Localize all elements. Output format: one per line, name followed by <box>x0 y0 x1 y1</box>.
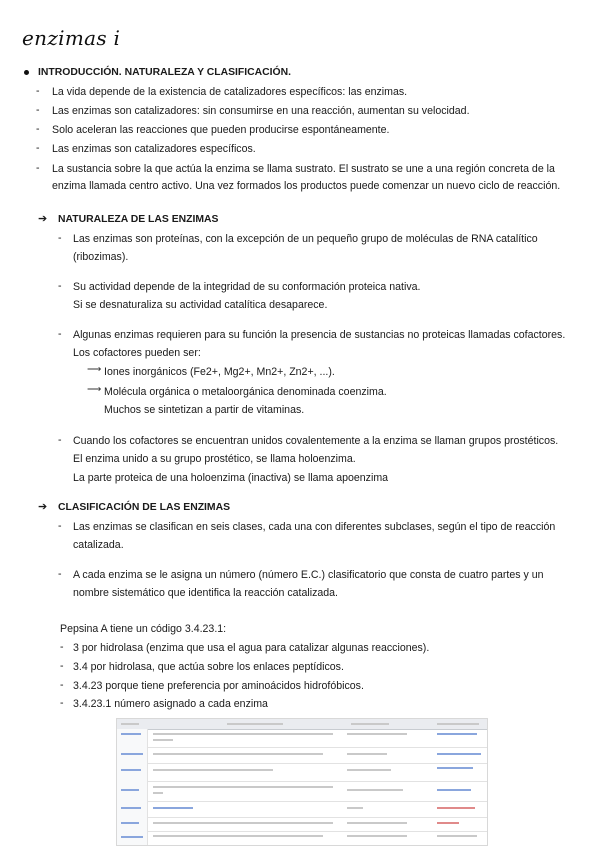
bullet-dot-icon <box>24 70 29 75</box>
header-cell <box>351 723 389 725</box>
cofactor-type: Iones inorgánicos (Fe2+, Mg2+, Mn2+, Zn2+, ...). <box>104 366 335 378</box>
table-row <box>117 747 487 764</box>
dash-icon: - <box>36 104 40 116</box>
dash-icon: - <box>58 568 62 580</box>
naturaleza-line: Cuando los cofactores se encuentran unidos covalentemente a la enzima se llaman grupos prostéticos. <box>73 435 559 447</box>
cofactor-type: Molécula orgánica o metaloorgánica denominada coenzima. <box>104 386 387 398</box>
header-cell <box>121 723 139 725</box>
dash-icon: - <box>58 328 62 340</box>
pepsina-item: 3.4 por hidrolasa, que actúa sobre los enlaces peptídicos. <box>73 661 344 673</box>
long-arrow-icon: ⟶ <box>87 384 102 395</box>
intro-item: Las enzimas son catalizadores: sin consumirse en una reacción, aumentan su velocidad. <box>52 105 470 117</box>
dash-icon: - <box>58 280 62 292</box>
ec-classification-table-image <box>116 718 488 846</box>
intro-item-continued: enzima llamada centro activo. Una vez formados los productos puede comenzar un nuevo ciclo de reacción. <box>52 180 561 192</box>
intro-item: La sustancia sobre la que actúa la enzima se llama sustrato. El sustrato se une a una región concreta de la <box>52 163 555 175</box>
section-clasificacion-heading: CLASIFICACIÓN DE LAS ENZIMAS <box>58 502 231 513</box>
arrow-right-icon: ➔ <box>38 501 48 513</box>
dash-icon: - <box>58 232 62 244</box>
header-cell <box>437 723 479 725</box>
table-row <box>117 729 487 748</box>
cofactor-type-note: Muchos se sintetizan a partir de vitaminas. <box>104 404 305 416</box>
dash-icon: - <box>36 123 40 135</box>
naturaleza-line: (ribozimas). <box>73 251 129 263</box>
dash-icon: - <box>60 697 64 709</box>
table-row <box>117 817 487 832</box>
dash-icon: - <box>36 162 40 174</box>
table-row <box>117 831 487 845</box>
clasificacion-line: A cada enzima se le asigna un número (número E.C.) clasificatorio que consta de cuatro partes y un <box>73 569 544 581</box>
intro-item: La vida depende de la existencia de catalizadores específicos: las enzimas. <box>52 86 408 98</box>
naturaleza-line: La parte proteica de una holoenzima (inactiva) se llama apoenzima <box>73 472 389 484</box>
clasificacion-line: Las enzimas se clasifican en seis clases, cada una con diferentes subclases, según el tipo de reacción <box>73 521 556 533</box>
header-cell <box>227 723 283 725</box>
dash-icon: - <box>36 142 40 154</box>
intro-item: Solo aceleran las reacciones que pueden producirse espontáneamente. <box>52 124 390 136</box>
section-naturaleza-heading: NATURALEZA DE LAS ENZIMAS <box>58 214 219 225</box>
intro-item: Las enzimas son catalizadores específicos. <box>52 143 256 155</box>
table-row <box>117 801 487 818</box>
dash-icon: - <box>60 641 64 653</box>
dash-icon: - <box>58 434 62 446</box>
clasificacion-line: catalizada. <box>73 539 124 551</box>
naturaleza-line: Su actividad depende de la integridad de su conformación proteica nativa. <box>73 281 421 293</box>
pepsina-item: 3 por hidrolasa (enzima que usa el agua para catalizar algunas reacciones). <box>73 642 430 654</box>
pepsina-item: 3.4.23.1 número asignado a cada enzima <box>73 698 268 710</box>
dash-icon: - <box>60 679 64 691</box>
table-row <box>117 781 487 802</box>
table-row <box>117 763 487 782</box>
arrow-right-icon: ➔ <box>38 213 48 225</box>
section-intro-heading: INTRODUCCIÓN. NATURALEZA Y CLASIFICACIÓN. <box>38 67 292 78</box>
naturaleza-line: Las enzimas son proteínas, con la excepción de un pequeño grupo de moléculas de RNA catalítico <box>73 233 538 245</box>
naturaleza-line: Los cofactores pueden ser: <box>73 347 201 359</box>
long-arrow-icon: ⟶ <box>87 364 102 375</box>
dash-icon: - <box>60 660 64 672</box>
naturaleza-line: Algunas enzimas requieren para su función la presencia de sustancias no proteicas llamadas cofactores. <box>73 329 566 341</box>
pepsina-item: 3.4.23 porque tiene preferencia por aminoácidos hidrofóbicos. <box>73 680 364 692</box>
dash-icon: - <box>58 520 62 532</box>
naturaleza-line: Si se desnaturaliza su actividad catalítica desaparece. <box>73 299 328 311</box>
pepsina-intro: Pepsina A tiene un código 3.4.23.1: <box>60 623 227 635</box>
clasificacion-line: nombre sistemático que identifica la reacción catalizada. <box>73 587 338 599</box>
page-title: enzimas i <box>22 26 121 50</box>
naturaleza-line: El enzima unido a su grupo prostético, se llama holoenzima. <box>73 453 356 465</box>
dash-icon: - <box>36 85 40 97</box>
